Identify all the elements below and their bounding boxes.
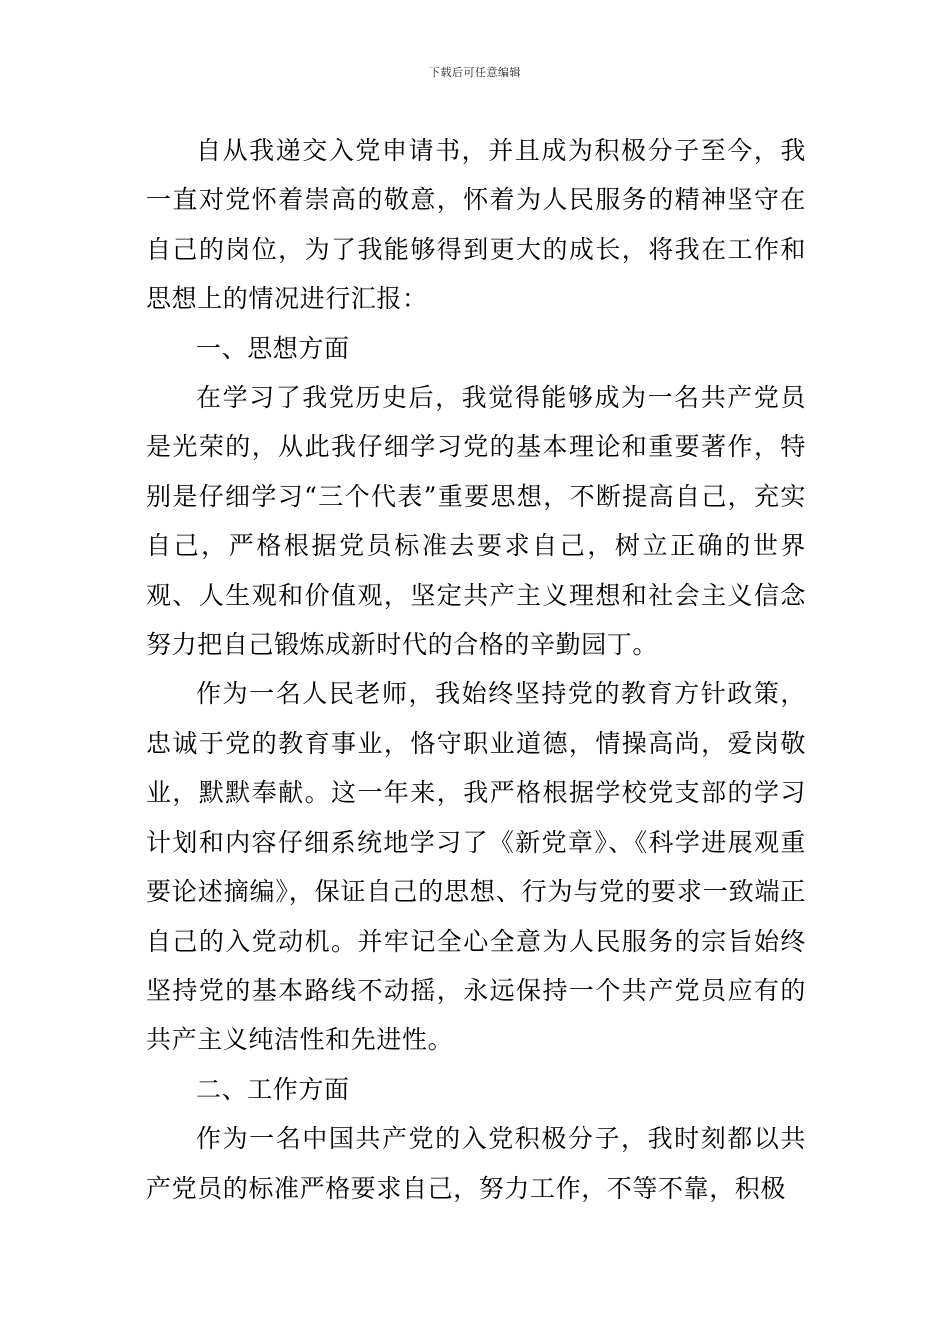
section-heading-thought: 一、思想方面 xyxy=(196,333,350,363)
thought-paragraph-2: 作为一名人民老师，我始终坚持党的教育方针政策，忠诚于党的教育事业，恪守职业道德，情操高尚，爱岗敬业，默默奉献。这一年来，我严格根据学校党支部的学习计划和内容仔细系统地学习了《新党章》、《科学进展观重要论述摘编》，保证自己的思想、行为与党的要求一致端正自己的入党动机。并牢记全心全意为人民服务的宗旨始终坚持党的基本路线不动摇，永远保持一个共产党员应有的共产主义纯洁性和先进性。 xyxy=(146,679,806,1055)
section-heading-work: 二、工作方面 xyxy=(196,1074,350,1104)
thought-paragraph-1: 在学习了我党历史后，我觉得能够成为一名共产党员是光荣的，从此我仔细学习党的基本理论和重要著作，特别是仔细学习“三个代表”重要思想，不断提高自己，充实自己，严格根据党员标准去要求自己，树立正确的世界观、人生观和价值观，坚定共产主义理想和社会主义信念努力把自己锻炼成新时代的合格的辛勤园丁。 xyxy=(146,383,806,660)
work-paragraph-1: 作为一名中国共产党的入党积极分子，我时刻都以共产党员的标准严格要求自己，努力工作，不等不靠，积极 xyxy=(146,1124,806,1203)
page-header: 下载后可任意编辑 xyxy=(429,66,521,79)
document-body xyxy=(146,126,806,1213)
intro-paragraph: 自从我递交入党申请书，并且成为积极分子至今，我一直对党怀着崇高的敬意，怀着为人民服务的精神坚守在自己的岗位，为了我能够得到更大的成长，将我在工作和思想上的情况进行汇报： xyxy=(146,136,806,314)
